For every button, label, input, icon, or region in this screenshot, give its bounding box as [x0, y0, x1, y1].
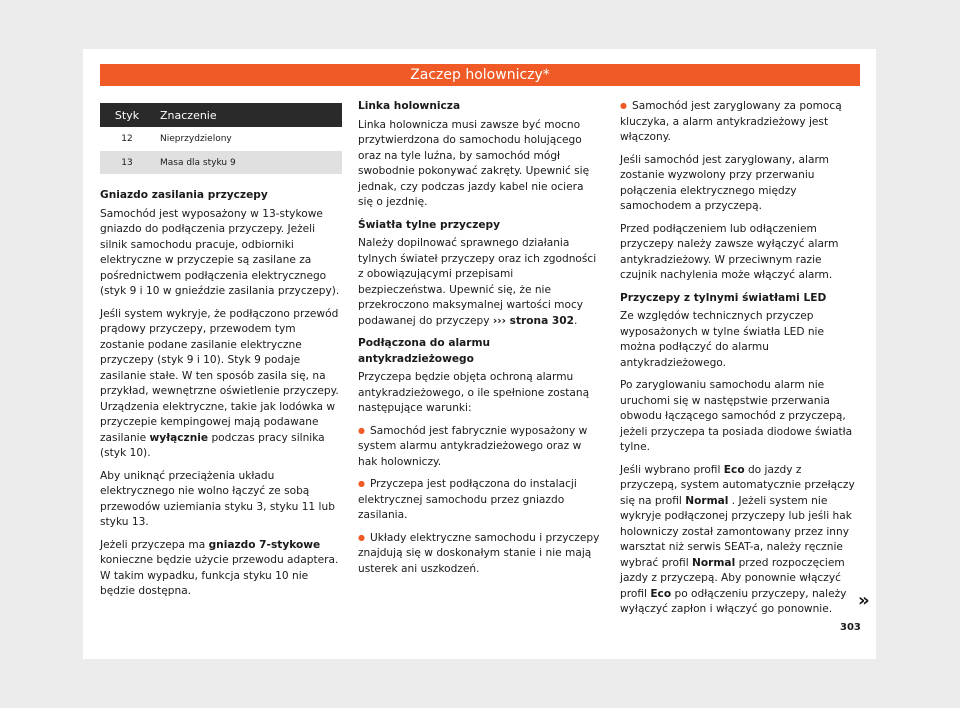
column-left	[100, 188, 342, 607]
column-header-znaczenie: Znaczenie	[160, 108, 217, 122]
paragraph: Samochód jest wyposażony w 13-stykowe gniazdo do podłączenia przyczepy. Jeżeli silnik samochodu pracuje, odbiorniki elektryczne w przyczepie są zasilane za pośrednictwem podłączenia elektrycznego (styk 9 i 10 w gnieździe zasilania przyczepy).	[100, 207, 340, 297]
bullet-item: ● Układy elektryczne samochodu i przyczepy znajdują się w doskonałym stanie i nie mają usterek ani uszkodzeń.	[358, 531, 600, 578]
bold-text: Eco	[650, 587, 672, 600]
continue-mark: »	[858, 590, 870, 611]
paragraph: Aby uniknąć przeciążenia układu elektrycznego nie wolno łączyć ze sobą przewodów uziemiania styku 3, styku 11 lub styku 13.	[100, 469, 335, 528]
paragraph	[100, 307, 342, 462]
heading-linka: Linka holownicza	[358, 100, 461, 112]
bold-text: Eco	[723, 463, 745, 476]
table-row	[100, 151, 342, 175]
text: podczas pracy silnika (styk 10).	[100, 431, 325, 459]
text: .	[574, 314, 578, 327]
text: przed rozpoczęciem jazdy z przyczepą. Aby ponownie włączyć profil	[620, 556, 845, 600]
page-reference-link[interactable]: ››› strona 302	[492, 314, 575, 327]
cell-znaczenie: Nieprzydzielony	[160, 133, 232, 144]
heading-alarm: Podłączona do alarmu antykradzieżowego	[358, 337, 491, 365]
heading-gniazdo: Gniazdo zasilania przyczepy	[100, 189, 268, 201]
bullet-item: ● Samochód jest zaryglowany za pomocą kluczyka, a alarm antykradzieżowy jest włączony.	[620, 99, 860, 146]
paragraph: Przyczepa będzie objęta ochroną alarmu antykradzieżowego, o ile spełnione zostaną następujące warunki:	[358, 371, 590, 414]
paragraph: Jeśli samochód jest zaryglowany, alarm zostanie wyzwolony przy przerwaniu połączenia elektrycznego między samochodem a przyczepą.	[620, 153, 829, 212]
column-header-styk: Styk	[114, 108, 140, 122]
paragraph	[358, 236, 600, 329]
paragraph: Po zaryglowaniu samochodu alarm nie uruchomi się w następstwie przerwania obwodu łączącego samochód z przyczepą, jeżeli przyczepa ta posiada diodowe światła tylne.	[620, 379, 853, 453]
text: konieczne będzie użycie przewodu adaptera. W takim wypadku, funkcja styku 10 nie będzie dostępna.	[100, 554, 339, 597]
bold-text: wyłącznie	[149, 431, 209, 444]
text: Jeśli wybrano profil	[620, 463, 724, 476]
heading-swiatla: Światła tylne przyczepy	[358, 218, 501, 231]
text: . Jeżeli system nie wykryje podłączonej przyczepy lub jeśli hak holowniczy został zamontowany przez inny warsztat niż serwis SEAT-a, należy ręcznie wybrać profil	[620, 494, 852, 569]
pin-table	[100, 103, 342, 175]
text: po odłączeniu przyczepy, należy wyłączyć zapłon i włączyć go ponownie.	[620, 587, 847, 615]
page-number: 303	[840, 622, 861, 633]
text: Należy dopilnować sprawnego działania tylnych świateł przyczepy oraz ich zgodności z obowiązującymi przepisami bezpieczeństwa. Upewnić się, że nie przekroczono maksymalnej wartości mocy podawanej do przyczepy	[358, 237, 597, 327]
bullet-item: ● Samochód jest fabrycznie wyposażony w system alarmu antykradzieżowego oraz w hak holowniczy.	[358, 424, 600, 471]
paragraph: Linka holownicza musi zawsze być mocno przytwierdzona do samochodu holującego oraz na tyle luźna, by samochód mógł swobodnie pokonywać zakręty. Upewnić się jednak, czy podczas jazdy kabel nie ociera się o jezdnię.	[358, 118, 590, 208]
paragraph	[100, 538, 342, 600]
bold-text: gniazdo 7-stykowe	[208, 538, 321, 551]
column-middle	[358, 99, 600, 584]
column-right	[620, 99, 860, 625]
text: do jazdy z przyczepą, system automatycznie przełączy się na profil	[620, 463, 855, 507]
bullet-item: ● Przyczepa jest podłączona do instalacji elektrycznej samochodu przez gniazdo zasilania.	[358, 477, 600, 524]
paragraph	[620, 463, 860, 618]
table-header	[100, 103, 342, 127]
heading-led: Przyczepy z tylnymi światłami LED	[620, 291, 827, 304]
bold-text: Normal	[685, 494, 729, 507]
paragraph: Przed podłączeniem lub odłączeniem przyczepy należy zawsze wyłączyć alarm antykradzieżowy. W przeciwnym razie czujnik nachylenia może włączyć alarm.	[620, 222, 839, 281]
text: Jeśli system wykryje, że podłączono przewód prądowy przyczepy, przewodem tym zostanie podane zasilanie elektryczne przyczepy (styk 9 i 10). Styk 9 podaje zasilanie stałe. W ten sposób zasila się, na przykład, wewnętrzne oświetlenie przyczepy. Urządzenia elektryczne, takie jak lodówka w przyczepie kempingowej mają podawane zasilanie	[100, 307, 339, 444]
section-header: Zaczep holowniczy*	[100, 64, 860, 86]
cell-styk: 13	[121, 157, 133, 168]
paragraph: Ze względów technicznych przyczep wyposażonych w tylne światła LED nie można podłączyć do alarmu antykradzieżowego.	[620, 310, 825, 369]
cell-znaczenie: Masa dla styku 9	[160, 157, 236, 168]
table-row	[100, 127, 342, 151]
bold-text: Normal	[692, 556, 736, 569]
cell-styk: 12	[121, 133, 133, 144]
text: Jeżeli przyczepa ma	[100, 538, 209, 551]
